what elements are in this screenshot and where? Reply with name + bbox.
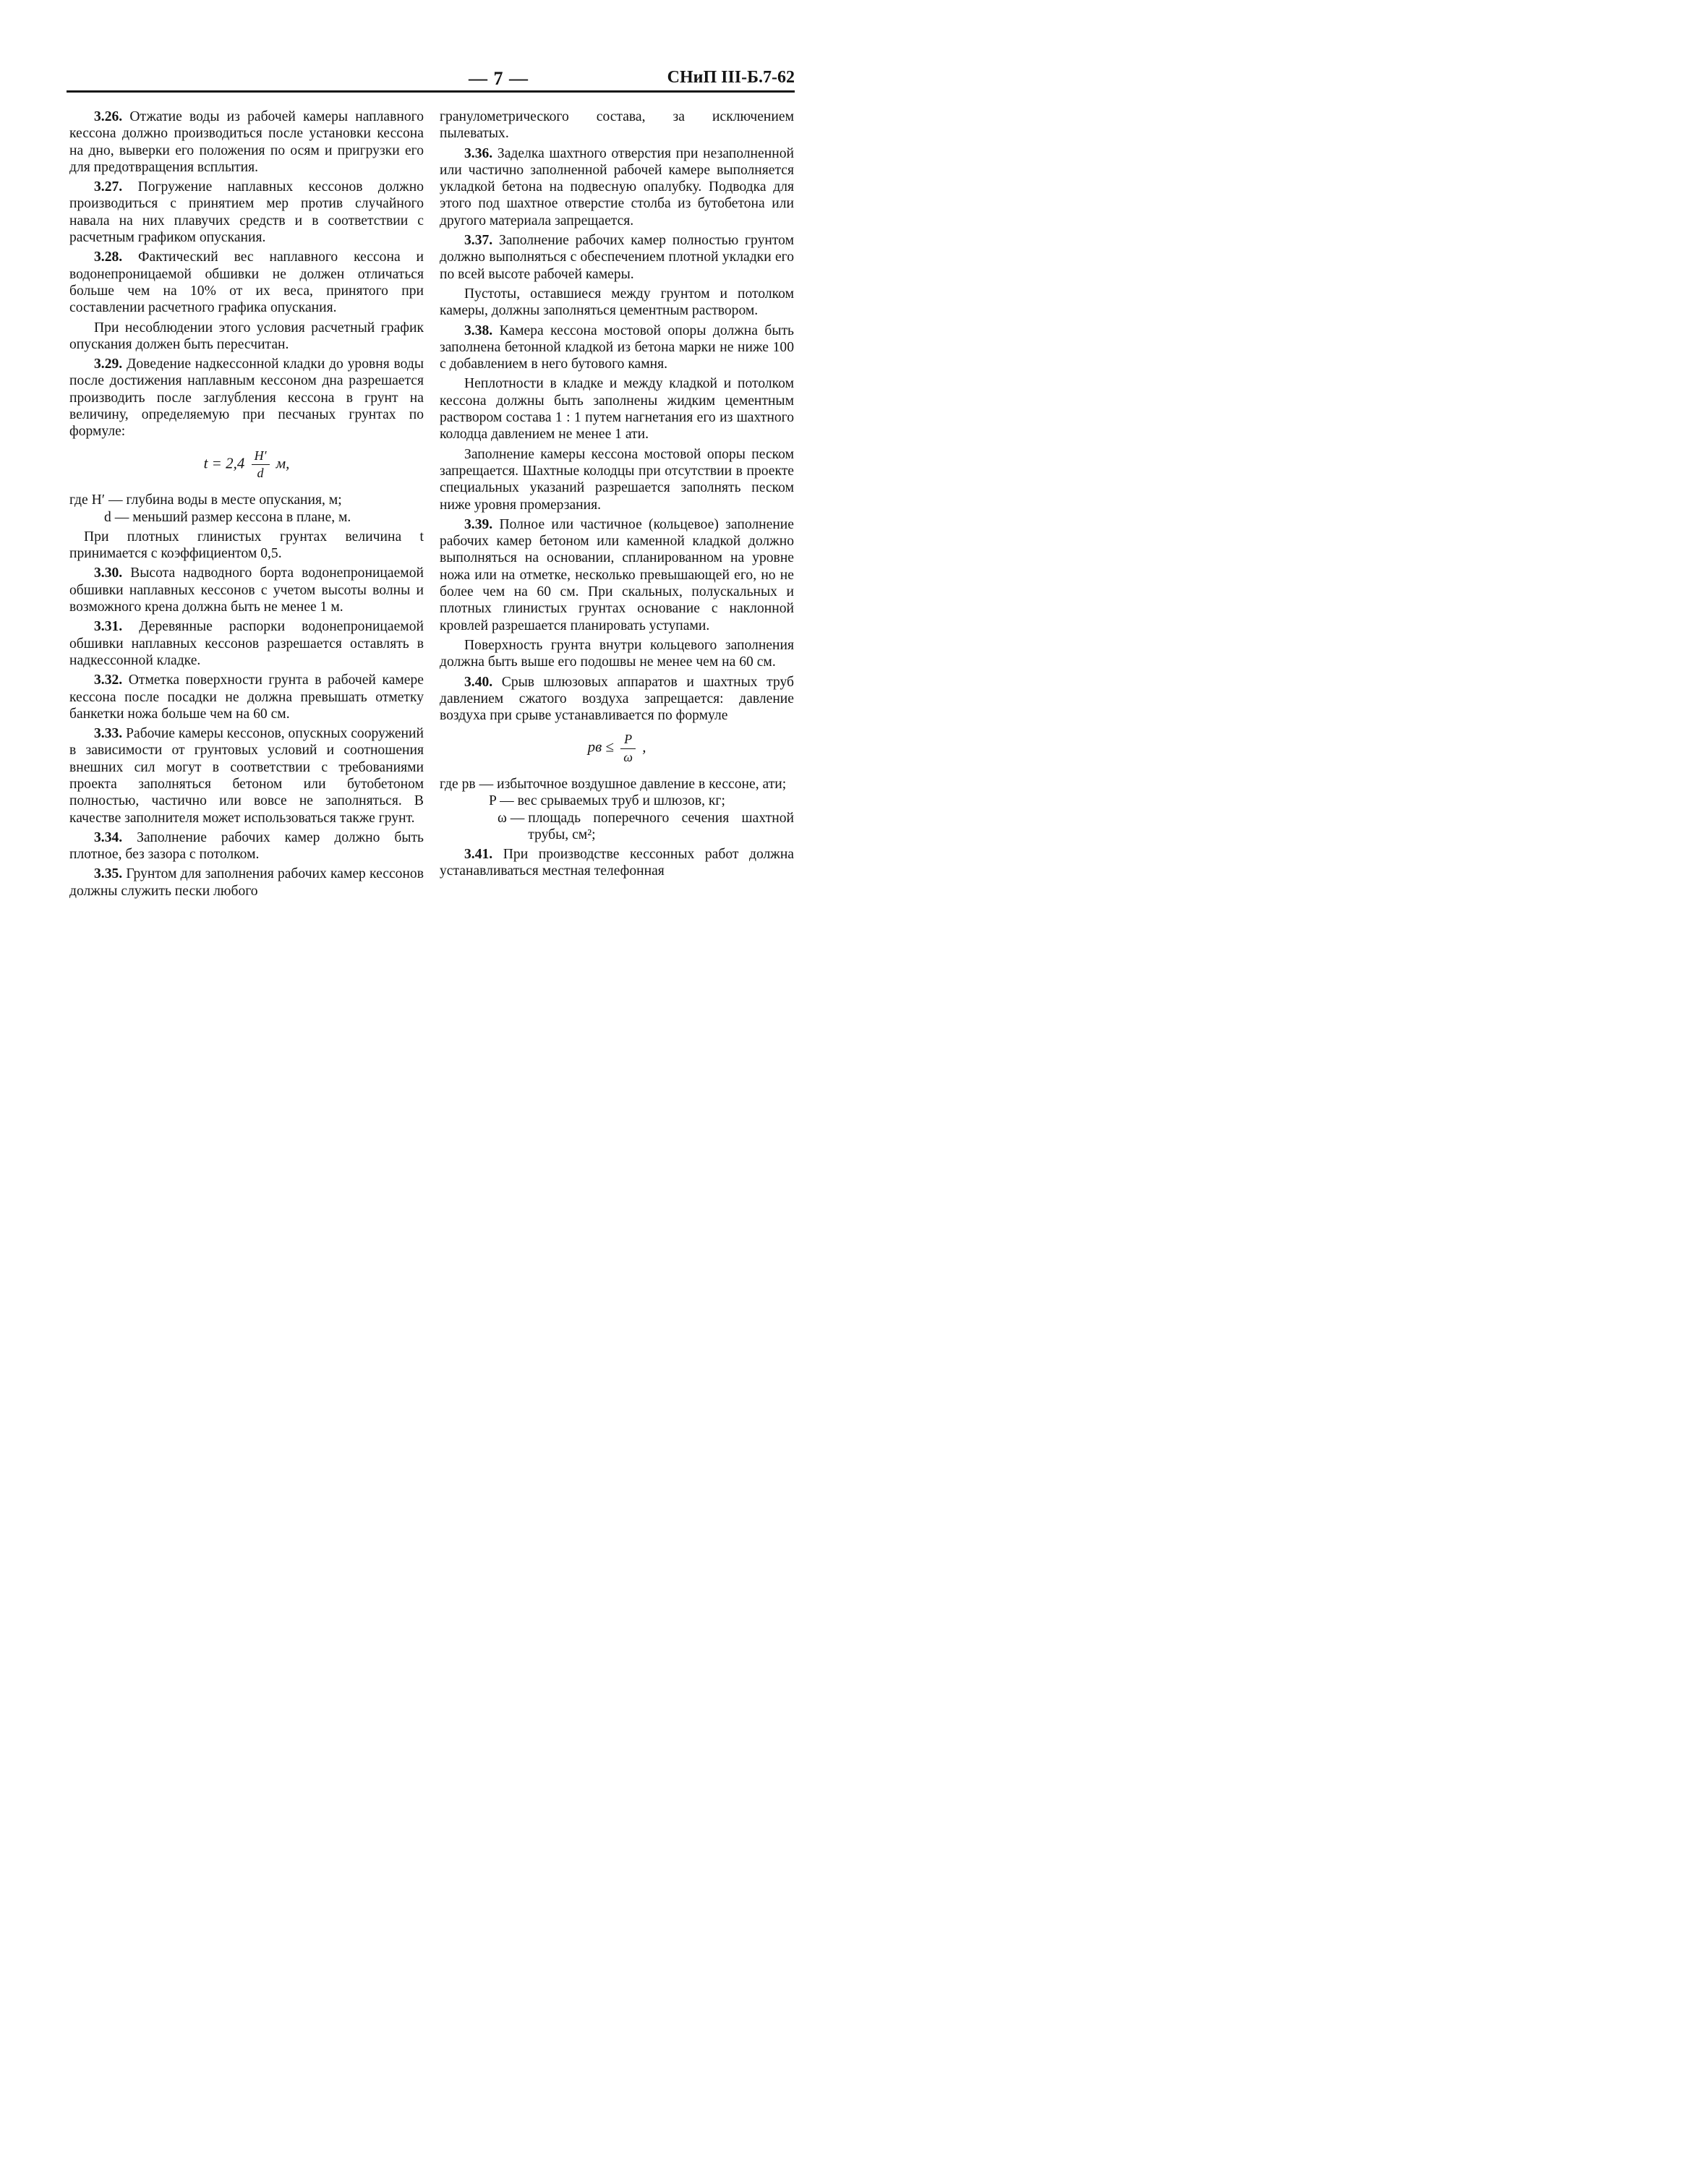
- clause-number: 3.33.: [94, 726, 123, 742]
- right-column: [440, 108, 794, 883]
- clause-number: 3.38.: [464, 323, 493, 338]
- paragraph-3-40: 3.40. Срыв шлюзовых аппаратов и шахтных труб давлением сжатого воздуха запрещается: давление воздуха при срыве устанавливается по формуле: [440, 674, 794, 724]
- clause-number: 3.30.: [94, 565, 123, 581]
- formula-fraction: $\frac{P}{\omega}$: [620, 731, 636, 766]
- paragraph-3-38-note-2: Заполнение камеры кессона мостовой опоры песком запрещается. Шахтные колодцы при отсутствии в проекте специальных указаний разрешается заполнять песком ниже уровня промерзания.: [440, 446, 794, 513]
- clause-number: 3.26.: [94, 109, 123, 124]
- paragraph-3-31: 3.31. Деревянные распорки водонепроницаемой обшивки наплавных кессонов разрешается оставлять в надкессонной кладке.: [69, 619, 424, 668]
- clause-number: 3.29.: [94, 356, 123, 372]
- paragraph-3-28: 3.28. Фактический вес наплавного кессона и водонепроницаемой обшивки не должен отличаться больше чем на 10% от их веса, принятого при составлении расчетного графика опускания.: [69, 249, 424, 316]
- clause-number: 3.39.: [464, 516, 493, 532]
- paragraph-3-39-note: Поверхность грунта внутри кольцевого заполнения должна быть выше его подошвы не менее чем на 60 см.: [440, 637, 794, 670]
- page-header: [67, 68, 795, 97]
- formula-t: t = 2,4 $\frac{H'}{d}$ м,: [69, 448, 424, 482]
- paragraph-3-41: 3.41. При производстве кессонных работ должна устанавливаться местная телефонная: [440, 847, 795, 879]
- formula-fraction: $\frac{H'}{d}$: [252, 448, 270, 482]
- clause-number: 3.40.: [464, 674, 493, 690]
- paragraph-3-32: 3.32. Отметка поверхности грунта в рабочей камере кессона после посадки не должна превышать отметку банкетки ножа больше чем на 60 см.: [69, 672, 424, 722]
- left-column: [69, 108, 424, 902]
- paragraph-3-39: 3.39. Полное или частичное (кольцевое) заполнение рабочих камер бетоном или каменной кладкой должно выполняться на основании, спланированном на уровне ножа или на отметке, несколько превышающей его, но не более чем на 60 см. При скальных, полускальных и плотных глинистых грунтах основание с наклонной кровлей разрешается планировать уступами.: [440, 516, 794, 633]
- clause-number: 3.27.: [94, 179, 123, 195]
- formula-legend: где H′ — глубина воды в месте опускания, м; d — меньший размер кессона в плане, м.: [69, 492, 351, 525]
- paragraph-3-37: 3.37. Заполнение рабочих камер полностью грунтом должно выполняться с обеспечением плотной укладки его по всей высоте рабочей камеры.: [440, 233, 794, 282]
- paragraph-3-26: 3.26. Отжатие воды из рабочей камеры наплавного кессона должно производиться после установки кессона на дно, выверки его положения по осям и пригрузки его для предотвращения всплытия.: [69, 109, 424, 175]
- paragraph-3-29-note: При плотных глинистых грунтах величина t принимается с коэффициентом 0,5.: [69, 529, 424, 562]
- clause-number: 3.28.: [94, 249, 123, 265]
- paragraph-3-36: 3.36. Заделка шахтного отверстия при незаполненной или частично заполненной рабочей камере выполняется укладкой бетона на подвесную опалубку. Подводка для этого под шахтное отверстие столба из бутобетона или другого материала запрещается.: [440, 145, 794, 229]
- clause-number: 3.32.: [94, 672, 123, 688]
- formula-legend: где pв — избыточное воздушное давление в кессоне, ати; P — вес срываемых труб и шлюзов, кг; ω — площадь поперечного сечения шахтной трубы, см²;: [440, 776, 794, 842]
- paragraph-3-28-note: При несоблюдении этого условия расчетный график опускания должен быть пересчитан.: [69, 320, 424, 352]
- document-id: СНиП III-Б.7-62: [667, 68, 795, 87]
- clause-number: 3.31.: [94, 619, 123, 635]
- paragraph-3-27: 3.27. Погружение наплавных кессонов должно производиться с принятием мер против случайного навала на них плавучих средств и в соответствии с расчетным графиком опускания.: [69, 179, 424, 246]
- paragraph-3-35: 3.35. Грунтом для заполнения рабочих камер кессонов должны служить пески любого: [69, 866, 424, 899]
- paragraph-3-38: 3.38. Камера кессона мостовой опоры должна быть заполнена бетонной кладкой из бетона марки не ниже 100 с добавлением в него бутового камня.: [440, 323, 794, 372]
- clause-number: 3.34.: [94, 829, 123, 845]
- paragraph-3-29: 3.29. Доведение надкессонной кладки до уровня воды после достижения наплавным кессоном дна разрешается производить после заглубления кессона в грунт на величину, определяемую при песчаных грунтах по формуле:: [69, 356, 424, 440]
- page-number: — 7 —: [469, 68, 529, 89]
- formula-pressure: pв ≤ $\frac{P}{\omega}$ ,: [440, 731, 794, 766]
- paragraph-3-35-continued: гранулометрического состава, за исключением пылеватых.: [440, 109, 794, 142]
- clause-number: 3.37.: [464, 233, 493, 249]
- paragraph-3-33: 3.33. Рабочие камеры кессонов, опускных сооружений в зависимости от грунтовых условий и соотношения внешних сил могут в соответствии с требованиями проекта заполняться бетоном или бутобетоном полностью, частично или вовсе не заполняться. В качестве заполнителя может использоваться также грунт.: [69, 726, 424, 826]
- clause-number: 3.36.: [464, 145, 493, 161]
- clause-number: 3.35.: [94, 866, 123, 882]
- paragraph-3-30: 3.30. Высота надводного борта водонепроницаемой обшивки наплавных кессонов с учетом высоты волны и возможного крена должна быть не менее 1 м.: [69, 565, 424, 615]
- paragraph-3-37-note: Пустоты, оставшиеся между грунтом и потолком камеры, должны заполняться цементным раствором.: [440, 286, 794, 319]
- header-rule: [67, 90, 795, 93]
- clause-number: 3.41.: [464, 847, 493, 863]
- paragraph-3-34: 3.34. Заполнение рабочих камер должно быть плотное, без зазора с потолком.: [69, 829, 424, 863]
- paragraph-3-38-note-1: Неплотности в кладке и между кладкой и потолком кессона должны быть заполнены жидким цементным раствором состава 1 : 1 путем нагнетания его из шахтного колодца давлением не менее 1 ати.: [440, 376, 794, 443]
